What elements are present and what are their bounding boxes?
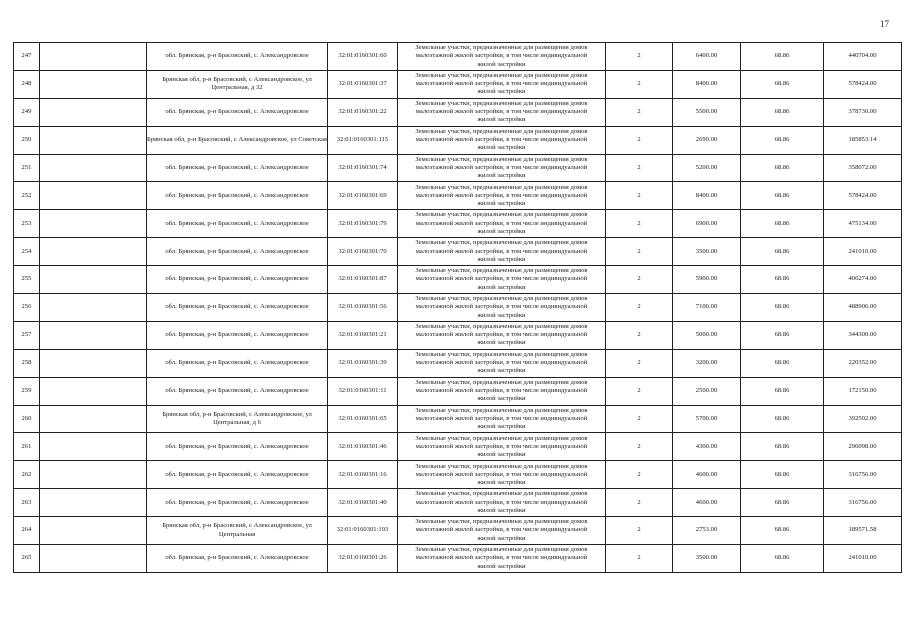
blank-cell bbox=[40, 294, 147, 322]
cadastral-number-cell: 32:01:0160301:65 bbox=[328, 405, 398, 433]
land-use-line: жилой застройки bbox=[477, 478, 526, 486]
land-use-line: жилой застройки bbox=[477, 562, 526, 570]
row-number-cell: 255 bbox=[14, 266, 40, 294]
cadastral-number-cell: 32:01:0160301:16 bbox=[328, 461, 398, 489]
land-use-line: малоэтажной жилой застройки, в том числе индивидуальной bbox=[415, 442, 588, 450]
land-use-line: Земельные участки, предназначенные для размещения домов bbox=[415, 518, 588, 526]
cadastral-value-cell: 316756.00 bbox=[824, 489, 902, 517]
table-row bbox=[14, 545, 902, 573]
blank-cell bbox=[40, 349, 147, 377]
land-use-cell bbox=[398, 98, 606, 126]
land-use-line: Земельные участки, предназначенные для размещения домов bbox=[415, 295, 588, 303]
address-cell: Брянская обл, р-н Брасовский, с Александровское, ул Центральная, д 6 bbox=[147, 405, 328, 433]
table-row bbox=[14, 43, 902, 71]
land-use-line: Земельные участки, предназначенные для размещения домов bbox=[415, 127, 588, 135]
land-use-cell bbox=[398, 154, 606, 182]
category-cell: 2 bbox=[606, 210, 673, 238]
category-cell: 2 bbox=[606, 321, 673, 349]
land-use-line: малоэтажной жилой застройки, в том числе индивидуальной bbox=[415, 387, 588, 395]
row-number-cell: 263 bbox=[14, 489, 40, 517]
cadastral-value-cell: 392502.00 bbox=[824, 405, 902, 433]
land-use-line: жилой застройки bbox=[477, 534, 526, 542]
row-number-cell: 249 bbox=[14, 98, 40, 126]
table-row bbox=[14, 461, 902, 489]
table-row bbox=[14, 182, 902, 210]
blank-cell bbox=[40, 126, 147, 154]
rate-cell: 68.86 bbox=[741, 321, 824, 349]
land-use-cell bbox=[398, 433, 606, 461]
cadastral-number-cell: 32:01:0160301:69 bbox=[328, 182, 398, 210]
land-use-line: малоэтажной жилой застройки, в том числе индивидуальной bbox=[415, 331, 588, 339]
row-number-cell: 257 bbox=[14, 321, 40, 349]
rate-cell: 68.86 bbox=[741, 43, 824, 71]
area-cell: 4600.00 bbox=[673, 461, 741, 489]
table-row bbox=[14, 126, 902, 154]
land-use-line: малоэтажной жилой застройки, в том числе индивидуальной bbox=[415, 136, 588, 144]
rate-cell: 68.86 bbox=[741, 126, 824, 154]
land-use-line: Земельные участки, предназначенные для размещения домов bbox=[415, 183, 588, 191]
rate-cell: 68.86 bbox=[741, 405, 824, 433]
land-use-line: малоэтажной жилой застройки, в том числе индивидуальной bbox=[415, 80, 588, 88]
cadastral-number-cell: 32:01:0160301:115 bbox=[328, 126, 398, 154]
cadastral-number-cell: 32:01:0160301:87 bbox=[328, 266, 398, 294]
cadastral-number-cell: 32:01:0160301:79 bbox=[328, 210, 398, 238]
address-cell: обл. Брянская, р-н Брасовский, с. Александровское bbox=[147, 461, 328, 489]
area-cell: 7100.00 bbox=[673, 294, 741, 322]
address-cell: обл. Брянская, р-н Брасовский, с. Александровское bbox=[147, 266, 328, 294]
land-use-cell bbox=[398, 238, 606, 266]
category-cell: 2 bbox=[606, 126, 673, 154]
table-row bbox=[14, 210, 902, 238]
land-use-cell bbox=[398, 321, 606, 349]
area-cell: 8400.00 bbox=[673, 70, 741, 98]
rate-cell: 68.86 bbox=[741, 489, 824, 517]
table-row bbox=[14, 517, 902, 545]
area-cell: 5200.00 bbox=[673, 154, 741, 182]
rate-cell: 68.86 bbox=[741, 461, 824, 489]
row-number-cell: 248 bbox=[14, 70, 40, 98]
cadastral-value-cell: 316756.00 bbox=[824, 461, 902, 489]
row-number-cell: 251 bbox=[14, 154, 40, 182]
rate-cell: 68.86 bbox=[741, 294, 824, 322]
land-use-line: Земельные участки, предназначенные для размещения домов bbox=[415, 350, 588, 358]
table-row bbox=[14, 433, 902, 461]
row-number-cell: 254 bbox=[14, 238, 40, 266]
land-use-line: Земельные участки, предназначенные для размещения домов bbox=[415, 44, 588, 52]
cadastral-value-cell: 406274.00 bbox=[824, 266, 902, 294]
area-cell: 2753.00 bbox=[673, 517, 741, 545]
table-row bbox=[14, 266, 902, 294]
cadastral-number-cell: 32:01:0160301:39 bbox=[328, 349, 398, 377]
row-number-cell: 265 bbox=[14, 545, 40, 573]
category-cell: 2 bbox=[606, 43, 673, 71]
blank-cell bbox=[40, 43, 147, 71]
land-use-line: малоэтажной жилой застройки, в том числе индивидуальной bbox=[415, 275, 588, 283]
rate-cell: 68.86 bbox=[741, 433, 824, 461]
table-body bbox=[14, 43, 902, 573]
category-cell: 2 bbox=[606, 517, 673, 545]
land-use-line: жилой застройки bbox=[477, 116, 526, 124]
address-cell: Брянская обл, р-н Брасовский, с Александровское, ул Советская bbox=[147, 126, 328, 154]
rate-cell: 68.86 bbox=[741, 377, 824, 405]
area-cell: 5000.00 bbox=[673, 321, 741, 349]
address-cell: обл. Брянская, р-н Брасовский, с. Александровское bbox=[147, 154, 328, 182]
category-cell: 2 bbox=[606, 154, 673, 182]
land-use-line: жилой застройки bbox=[477, 339, 526, 347]
rate-cell: 68.86 bbox=[741, 266, 824, 294]
land-use-cell bbox=[398, 545, 606, 573]
land-use-line: Земельные участки, предназначенные для размещения домов bbox=[415, 546, 588, 554]
land-use-line: Земельные участки, предназначенные для размещения домов bbox=[415, 323, 588, 331]
land-use-line: жилой застройки bbox=[477, 255, 526, 263]
area-cell: 6900.00 bbox=[673, 210, 741, 238]
land-use-cell bbox=[398, 294, 606, 322]
land-use-line: малоэтажной жилой застройки, в том числе индивидуальной bbox=[415, 526, 588, 534]
category-cell: 2 bbox=[606, 98, 673, 126]
blank-cell bbox=[40, 154, 147, 182]
cadastral-value-cell: 440704.00 bbox=[824, 43, 902, 71]
cadastral-value-cell: 241010.00 bbox=[824, 545, 902, 573]
land-use-cell bbox=[398, 182, 606, 210]
cadastral-value-cell: 358072.00 bbox=[824, 154, 902, 182]
blank-cell bbox=[40, 517, 147, 545]
blank-cell bbox=[40, 70, 147, 98]
rate-cell: 68.86 bbox=[741, 98, 824, 126]
table-row bbox=[14, 98, 902, 126]
land-use-line: жилой застройки bbox=[477, 172, 526, 180]
land-use-line: жилой застройки bbox=[477, 451, 526, 459]
area-cell: 3500.00 bbox=[673, 238, 741, 266]
category-cell: 2 bbox=[606, 405, 673, 433]
address-cell: обл. Брянская, р-н Брасовский, с. Александровское bbox=[147, 349, 328, 377]
land-use-cell bbox=[398, 70, 606, 98]
land-use-line: жилой застройки bbox=[477, 200, 526, 207]
address-cell: Брянская обл, р-н Брасовский, с Александровское, ул Центральная, д 32 bbox=[147, 70, 328, 98]
rate-cell: 68.86 bbox=[741, 210, 824, 238]
row-number-cell: 259 bbox=[14, 377, 40, 405]
land-use-line: Земельные участки, предназначенные для размещения домов bbox=[415, 406, 588, 414]
area-cell: 5500.00 bbox=[673, 98, 741, 126]
area-cell: 4300.00 bbox=[673, 433, 741, 461]
land-use-line: жилой застройки bbox=[477, 60, 526, 68]
blank-cell bbox=[40, 210, 147, 238]
cadastral-value-cell: 189571.58 bbox=[824, 517, 902, 545]
land-use-line: Земельные участки, предназначенные для размещения домов bbox=[415, 434, 588, 442]
land-use-line: Земельные участки, предназначенные для размещения домов bbox=[415, 155, 588, 163]
land-use-cell bbox=[398, 461, 606, 489]
land-use-line: малоэтажной жилой застройки, в том числе индивидуальной bbox=[415, 191, 588, 199]
land-use-line: малоэтажной жилой застройки, в том числе индивидуальной bbox=[415, 219, 588, 227]
area-cell: 2699.00 bbox=[673, 126, 741, 154]
address-cell: обл. Брянская, р-н Брасовский, с. Александровское bbox=[147, 238, 328, 266]
cadastral-number-cell: 32:01:0160301:37 bbox=[328, 70, 398, 98]
blank-cell bbox=[40, 489, 147, 517]
land-use-line: Земельные участки, предназначенные для размещения домов bbox=[415, 239, 588, 247]
area-cell: 3200.00 bbox=[673, 349, 741, 377]
land-use-line: жилой застройки bbox=[477, 367, 526, 375]
address-cell: обл. Брянская, р-н Брасовский, с. Александровское bbox=[147, 294, 328, 322]
cadastral-number-cell: 32:01:0160301:21 bbox=[328, 321, 398, 349]
address-cell: обл. Брянская, р-н Брасовский, с. Александровское bbox=[147, 98, 328, 126]
land-use-line: жилой застройки bbox=[477, 144, 526, 152]
land-use-line: малоэтажной жилой застройки, в том числе индивидуальной bbox=[415, 303, 588, 311]
cadastral-value-cell: 185853.14 bbox=[824, 126, 902, 154]
table-row bbox=[14, 377, 902, 405]
rate-cell: 68.86 bbox=[741, 182, 824, 210]
cadastral-value-cell: 220352.00 bbox=[824, 349, 902, 377]
address-cell: обл. Брянская, р-н Брасовский, с. Александровское bbox=[147, 321, 328, 349]
land-use-line: Земельные участки, предназначенные для размещения домов bbox=[415, 490, 588, 498]
land-use-line: Земельные участки, предназначенные для размещения домов bbox=[415, 462, 588, 470]
table-row bbox=[14, 489, 902, 517]
row-number-cell: 262 bbox=[14, 461, 40, 489]
land-use-cell bbox=[398, 489, 606, 517]
cadastral-value-cell: 488906.00 bbox=[824, 294, 902, 322]
cadastral-value-cell: 578424.00 bbox=[824, 182, 902, 210]
cadastral-value-cell: 296098.00 bbox=[824, 433, 902, 461]
land-use-cell bbox=[398, 266, 606, 294]
cadastral-value-cell: 578424.00 bbox=[824, 70, 902, 98]
row-number-cell: 250 bbox=[14, 126, 40, 154]
blank-cell bbox=[40, 461, 147, 489]
area-cell: 5900.00 bbox=[673, 266, 741, 294]
land-use-line: малоэтажной жилой застройки, в том числе индивидуальной bbox=[415, 414, 588, 422]
blank-cell bbox=[40, 405, 147, 433]
cadastral-value-cell: 344300.00 bbox=[824, 321, 902, 349]
blank-cell bbox=[40, 545, 147, 573]
area-cell: 5700.00 bbox=[673, 405, 741, 433]
cadastral-number-cell: 32:01:0160301:70 bbox=[328, 238, 398, 266]
row-number-cell: 247 bbox=[14, 43, 40, 71]
blank-cell bbox=[40, 98, 147, 126]
land-use-cell bbox=[398, 210, 606, 238]
blank-cell bbox=[40, 182, 147, 210]
land-use-line: малоэтажной жилой застройки, в том числе индивидуальной bbox=[415, 163, 588, 171]
rate-cell: 68.86 bbox=[741, 545, 824, 573]
land-use-line: малоэтажной жилой застройки, в том числе индивидуальной bbox=[415, 359, 588, 367]
cadastral-number-cell: 32:01:0160301:46 bbox=[328, 433, 398, 461]
category-cell: 2 bbox=[606, 238, 673, 266]
category-cell: 2 bbox=[606, 545, 673, 573]
row-number-cell: 260 bbox=[14, 405, 40, 433]
land-use-line: жилой застройки bbox=[477, 88, 526, 96]
category-cell: 2 bbox=[606, 349, 673, 377]
table-row bbox=[14, 238, 902, 266]
row-number-cell: 261 bbox=[14, 433, 40, 461]
land-use-line: жилой застройки bbox=[477, 227, 526, 235]
area-cell: 3500.00 bbox=[673, 545, 741, 573]
land-use-cell bbox=[398, 126, 606, 154]
cadastral-number-cell: 32:01:0160301:22 bbox=[328, 98, 398, 126]
land-use-line: малоэтажной жилой застройки, в том числе индивидуальной bbox=[415, 554, 588, 562]
address-cell: обл. Брянская, р-н Брасовский, с. Александровское bbox=[147, 43, 328, 71]
land-use-line: Земельные участки, предназначенные для размещения домов bbox=[415, 211, 588, 219]
rate-cell: 68.86 bbox=[741, 349, 824, 377]
blank-cell bbox=[40, 238, 147, 266]
table-row bbox=[14, 294, 902, 322]
land-use-cell bbox=[398, 517, 606, 545]
cadastral-value-cell: 172150.00 bbox=[824, 377, 902, 405]
address-cell: обл. Брянская, р-н Брасовский, с. Александровское bbox=[147, 489, 328, 517]
category-cell: 2 bbox=[606, 70, 673, 98]
blank-cell bbox=[40, 321, 147, 349]
page-number: 17 bbox=[880, 19, 889, 29]
table-row bbox=[14, 405, 902, 433]
land-use-line: жилой застройки bbox=[477, 423, 526, 431]
cadastral-value-cell: 378730.00 bbox=[824, 98, 902, 126]
blank-cell bbox=[40, 433, 147, 461]
cadastral-value-cell: 241010.00 bbox=[824, 238, 902, 266]
category-cell: 2 bbox=[606, 461, 673, 489]
land-use-line: Земельные участки, предназначенные для размещения домов bbox=[415, 378, 588, 386]
address-cell: обл. Брянская, р-н Брасовский, с. Александровское bbox=[147, 182, 328, 210]
row-number-cell: 253 bbox=[14, 210, 40, 238]
land-use-line: жилой застройки bbox=[477, 395, 526, 403]
table-row bbox=[14, 70, 902, 98]
land-use-line: малоэтажной жилой застройки, в том числе индивидуальной bbox=[415, 52, 588, 60]
rate-cell: 68.86 bbox=[741, 70, 824, 98]
area-cell: 8400.00 bbox=[673, 182, 741, 210]
cadastral-number-cell: 32:01:0160301:193 bbox=[328, 517, 398, 545]
cadastral-number-cell: 32:01:0160301:56 bbox=[328, 294, 398, 322]
land-use-line: малоэтажной жилой застройки, в том числе индивидуальной bbox=[415, 498, 588, 506]
land-use-line: Земельные участки, предназначенные для размещения домов bbox=[415, 267, 588, 275]
land-use-cell bbox=[398, 43, 606, 71]
row-number-cell: 256 bbox=[14, 294, 40, 322]
blank-cell bbox=[40, 266, 147, 294]
land-register-table bbox=[13, 42, 902, 573]
category-cell: 2 bbox=[606, 294, 673, 322]
rate-cell: 68.86 bbox=[741, 154, 824, 182]
row-number-cell: 264 bbox=[14, 517, 40, 545]
address-cell: обл. Брянская, р-н Брасовский, с. Александровское bbox=[147, 377, 328, 405]
category-cell: 2 bbox=[606, 433, 673, 461]
land-use-cell bbox=[398, 405, 606, 433]
category-cell: 2 bbox=[606, 182, 673, 210]
land-use-line: жилой застройки bbox=[477, 506, 526, 514]
land-use-line: малоэтажной жилой застройки, в том числе индивидуальной bbox=[415, 247, 588, 255]
category-cell: 2 bbox=[606, 266, 673, 294]
area-cell: 2500.00 bbox=[673, 377, 741, 405]
land-use-line: Земельные участки, предназначенные для размещения домов bbox=[415, 72, 588, 80]
address-cell: обл. Брянская, р-н Брасовский, с. Александровское bbox=[147, 210, 328, 238]
table-row bbox=[14, 349, 902, 377]
land-use-line: Земельные участки, предназначенные для размещения домов bbox=[415, 99, 588, 107]
table-row bbox=[14, 154, 902, 182]
land-use-line: жилой застройки bbox=[477, 311, 526, 319]
category-cell: 2 bbox=[606, 377, 673, 405]
land-use-cell bbox=[398, 377, 606, 405]
cadastral-number-cell: 32:01:0160301:60 bbox=[328, 43, 398, 71]
category-cell: 2 bbox=[606, 489, 673, 517]
land-use-line: малоэтажной жилой застройки, в том числе индивидуальной bbox=[415, 108, 588, 116]
rate-cell: 68.86 bbox=[741, 238, 824, 266]
cadastral-number-cell: 32:01:0160301:74 bbox=[328, 154, 398, 182]
cadastral-value-cell: 475134.00 bbox=[824, 210, 902, 238]
table-row bbox=[14, 321, 902, 349]
area-cell: 6400.00 bbox=[673, 43, 741, 71]
land-use-line: малоэтажной жилой застройки, в том числе индивидуальной bbox=[415, 470, 588, 478]
land-use-cell bbox=[398, 349, 606, 377]
address-cell: обл. Брянская, р-н Брасовский, с. Александровское bbox=[147, 433, 328, 461]
row-number-cell: 252 bbox=[14, 182, 40, 210]
cadastral-number-cell: 32:01:0160301:40 bbox=[328, 489, 398, 517]
land-use-line: жилой застройки bbox=[477, 283, 526, 291]
area-cell: 4600.00 bbox=[673, 489, 741, 517]
address-cell: Брянская обл, р-н Брасовский, с Александровское, ул Центральная bbox=[147, 517, 328, 545]
cadastral-number-cell: 32:01:0160301:26 bbox=[328, 545, 398, 573]
blank-cell bbox=[40, 377, 147, 405]
row-number-cell: 258 bbox=[14, 349, 40, 377]
cadastral-number-cell: 32:01:0160301:11 bbox=[328, 377, 398, 405]
address-cell: обл. Брянская, р-н Брасовский, с. Александровское bbox=[147, 545, 328, 573]
rate-cell: 68.86 bbox=[741, 517, 824, 545]
